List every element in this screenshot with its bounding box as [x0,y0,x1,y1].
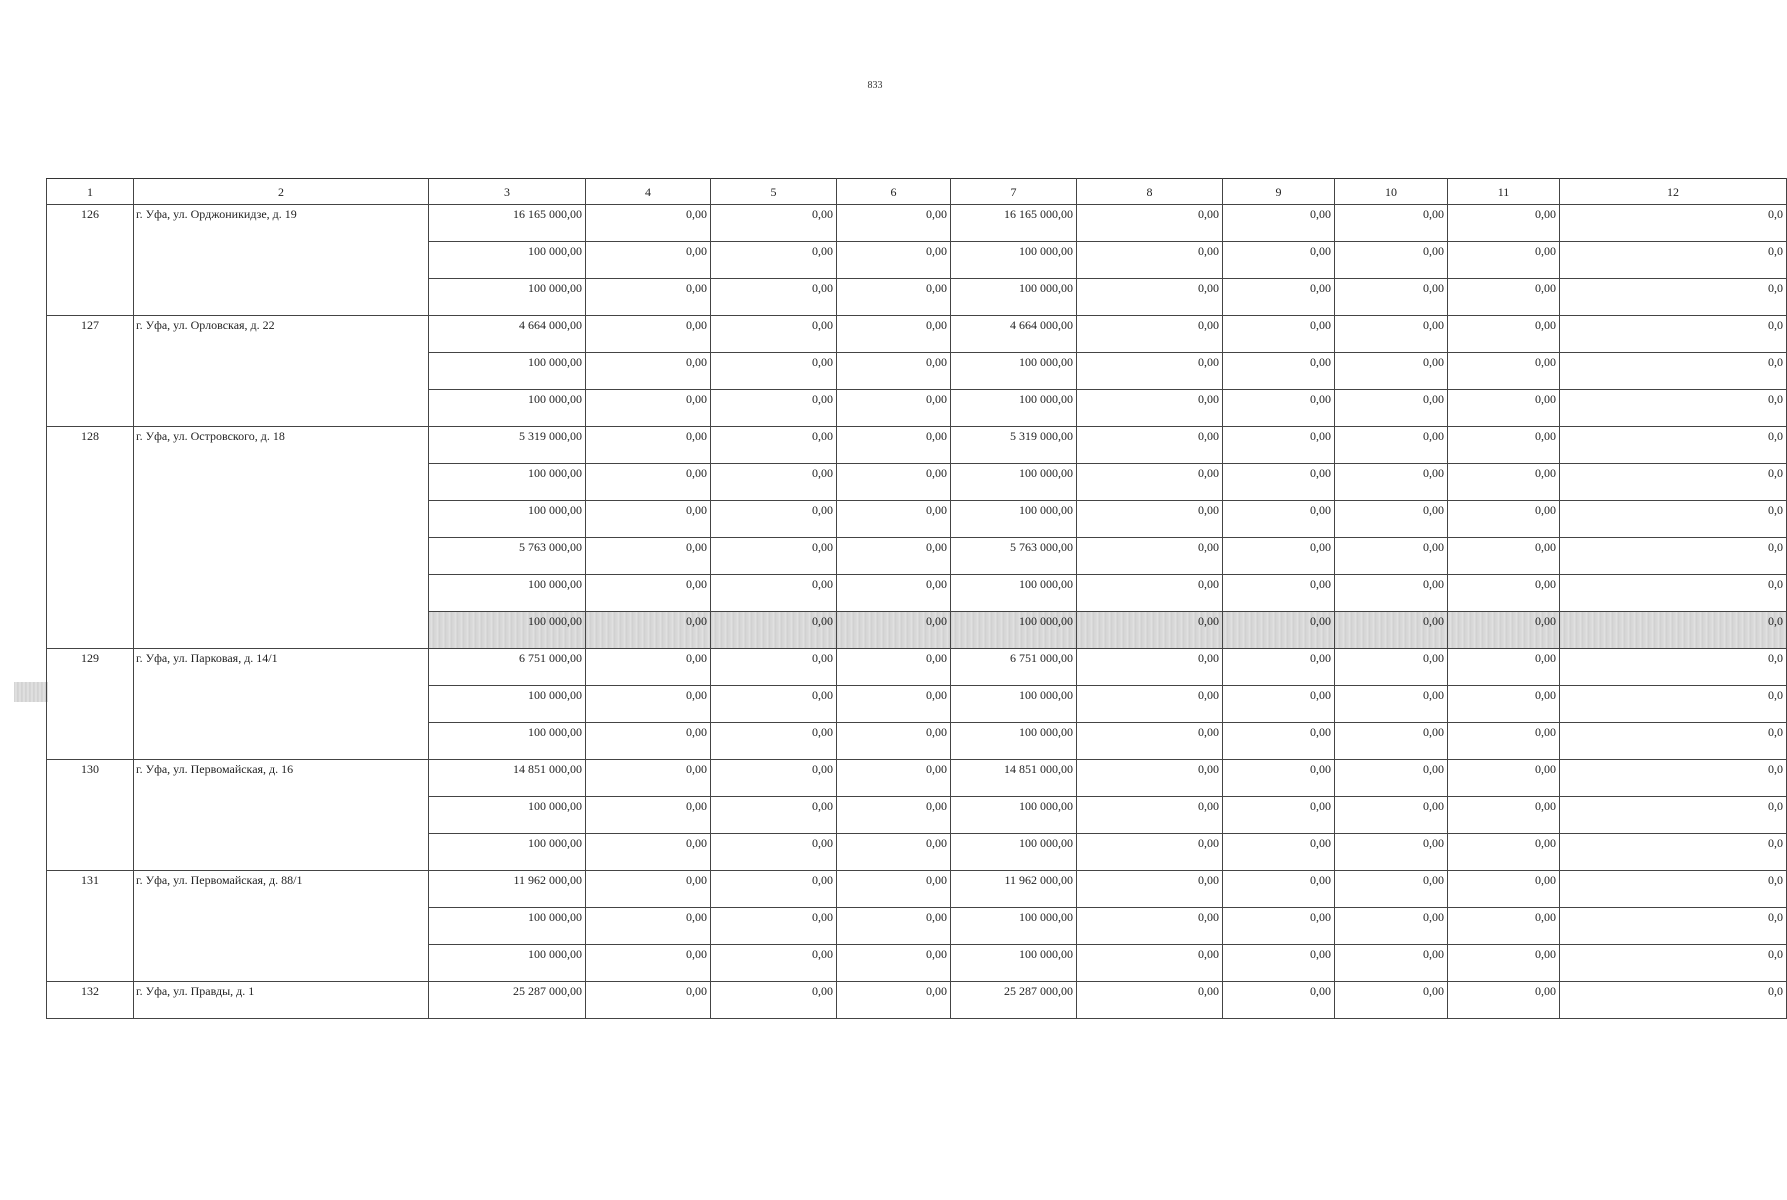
value-cell-col-8: 0,00 [1077,686,1223,723]
value-cell-col-7: 6 751 000,00 [951,649,1077,686]
value-cell-col-8: 0,00 [1077,316,1223,353]
value-cell-col-11: 0,00 [1448,353,1560,390]
value-cell-col-9: 0,00 [1223,390,1335,427]
value-cell-col-10: 0,00 [1335,908,1448,945]
value-cell-col-12: 0,0 [1560,797,1787,834]
value-cell-col-9: 0,00 [1223,723,1335,760]
value-cell-col-11: 0,00 [1448,205,1560,242]
value-cell-col-5: 0,00 [711,760,837,797]
value-cell-col-10: 0,00 [1335,723,1448,760]
value-cell-col-5: 0,00 [711,723,837,760]
value-cell-col-8: 0,00 [1077,279,1223,316]
value-cell-col-4: 0,00 [586,723,711,760]
column-header: 6 [837,179,951,205]
value-cell-col-6: 0,00 [837,834,951,871]
value-cell-col-10: 0,00 [1335,612,1448,649]
value-cell-col-5: 0,00 [711,464,837,501]
value-cell-col-4: 0,00 [586,390,711,427]
value-cell-col-8: 0,00 [1077,871,1223,908]
value-cell-col-8: 0,00 [1077,982,1223,1019]
value-cell-col-6: 0,00 [837,205,951,242]
value-cell-col-10: 0,00 [1335,575,1448,612]
value-cell-col-3: 14 851 000,00 [429,760,586,797]
value-cell-col-12: 0,0 [1560,279,1787,316]
value-cell-col-10: 0,00 [1335,427,1448,464]
value-cell-col-7: 100 000,00 [951,390,1077,427]
value-cell-col-6: 0,00 [837,538,951,575]
column-header: 4 [586,179,711,205]
value-cell-col-3: 5 763 000,00 [429,538,586,575]
value-cell-col-9: 0,00 [1223,427,1335,464]
value-cell-col-6: 0,00 [837,723,951,760]
value-cell-col-7: 100 000,00 [951,279,1077,316]
value-cell-col-6: 0,00 [837,353,951,390]
value-cell-col-9: 0,00 [1223,279,1335,316]
address-cell: г. Уфа, ул. Первомайская, д. 16 [134,760,429,871]
row-index: 132 [47,982,134,1019]
value-cell-col-6: 0,00 [837,501,951,538]
value-cell-col-9: 0,00 [1223,982,1335,1019]
column-header: 7 [951,179,1077,205]
value-cell-col-6: 0,00 [837,982,951,1019]
value-cell-col-12: 0,0 [1560,649,1787,686]
value-cell-col-9: 0,00 [1223,353,1335,390]
value-cell-col-9: 0,00 [1223,834,1335,871]
table-container [46,178,1783,1158]
value-cell-col-5: 0,00 [711,390,837,427]
value-cell-col-9: 0,00 [1223,464,1335,501]
page-number: 833 [867,80,883,91]
value-cell-col-10: 0,00 [1335,242,1448,279]
value-cell-col-12: 0,0 [1560,945,1787,982]
value-cell-col-4: 0,00 [586,834,711,871]
value-cell-col-11: 0,00 [1448,649,1560,686]
value-cell-col-10: 0,00 [1335,390,1448,427]
value-cell-col-3: 100 000,00 [429,834,586,871]
value-cell-col-8: 0,00 [1077,464,1223,501]
column-header: 2 [134,179,429,205]
value-cell-col-3: 100 000,00 [429,797,586,834]
value-cell-col-9: 0,00 [1223,908,1335,945]
value-cell-col-4: 0,00 [586,316,711,353]
value-cell-col-7: 14 851 000,00 [951,760,1077,797]
value-cell-col-3: 100 000,00 [429,945,586,982]
value-cell-col-4: 0,00 [586,945,711,982]
value-cell-col-4: 0,00 [586,575,711,612]
value-cell-col-5: 0,00 [711,797,837,834]
value-cell-col-6: 0,00 [837,316,951,353]
value-cell-col-3: 100 000,00 [429,501,586,538]
value-cell-col-4: 0,00 [586,649,711,686]
value-cell-col-6: 0,00 [837,612,951,649]
value-cell-col-8: 0,00 [1077,242,1223,279]
value-cell-col-6: 0,00 [837,279,951,316]
value-cell-col-5: 0,00 [711,649,837,686]
value-cell-col-7: 11 962 000,00 [951,871,1077,908]
address-cell: г. Уфа, ул. Островского, д. 18 [134,427,429,649]
column-header: 9 [1223,179,1335,205]
value-cell-col-4: 0,00 [586,982,711,1019]
value-cell-col-12: 0,0 [1560,723,1787,760]
value-cell-col-10: 0,00 [1335,834,1448,871]
value-cell-col-5: 0,00 [711,353,837,390]
value-cell-col-12: 0,0 [1560,538,1787,575]
value-cell-col-5: 0,00 [711,871,837,908]
column-header: 8 [1077,179,1223,205]
value-cell-col-4: 0,00 [586,538,711,575]
value-cell-col-7: 100 000,00 [951,945,1077,982]
value-cell-col-4: 0,00 [586,353,711,390]
value-cell-col-6: 0,00 [837,686,951,723]
value-cell-col-12: 0,0 [1560,760,1787,797]
value-cell-col-3: 6 751 000,00 [429,649,586,686]
value-cell-col-12: 0,0 [1560,908,1787,945]
value-cell-col-12: 0,0 [1560,390,1787,427]
value-cell-col-11: 0,00 [1448,723,1560,760]
value-cell-col-7: 100 000,00 [951,501,1077,538]
column-header: 11 [1448,179,1560,205]
value-cell-col-6: 0,00 [837,760,951,797]
value-cell-col-8: 0,00 [1077,501,1223,538]
value-cell-col-5: 0,00 [711,205,837,242]
value-cell-col-7: 4 664 000,00 [951,316,1077,353]
value-cell-col-9: 0,00 [1223,205,1335,242]
value-cell-col-3: 100 000,00 [429,612,586,649]
column-header: 3 [429,179,586,205]
value-cell-col-5: 0,00 [711,242,837,279]
value-cell-col-11: 0,00 [1448,390,1560,427]
value-cell-col-8: 0,00 [1077,908,1223,945]
value-cell-col-12: 0,0 [1560,686,1787,723]
value-cell-col-7: 100 000,00 [951,723,1077,760]
value-cell-col-8: 0,00 [1077,649,1223,686]
value-cell-col-5: 0,00 [711,612,837,649]
value-cell-col-5: 0,00 [711,834,837,871]
value-cell-col-3: 100 000,00 [429,390,586,427]
value-cell-col-10: 0,00 [1335,871,1448,908]
value-cell-col-5: 0,00 [711,316,837,353]
value-cell-col-11: 0,00 [1448,316,1560,353]
value-cell-col-5: 0,00 [711,538,837,575]
value-cell-col-7: 100 000,00 [951,464,1077,501]
value-cell-col-11: 0,00 [1448,538,1560,575]
scan-artifact [14,682,48,702]
value-cell-col-10: 0,00 [1335,686,1448,723]
value-cell-col-8: 0,00 [1077,575,1223,612]
value-cell-col-6: 0,00 [837,242,951,279]
value-cell-col-5: 0,00 [711,427,837,464]
value-cell-col-6: 0,00 [837,575,951,612]
value-cell-col-6: 0,00 [837,945,951,982]
value-cell-col-9: 0,00 [1223,649,1335,686]
value-cell-col-4: 0,00 [586,242,711,279]
value-cell-col-12: 0,0 [1560,612,1787,649]
value-cell-col-11: 0,00 [1448,612,1560,649]
address-cell: г. Уфа, ул. Парковая, д. 14/1 [134,649,429,760]
value-cell-col-11: 0,00 [1448,982,1560,1019]
value-cell-col-9: 0,00 [1223,945,1335,982]
table-row [47,982,1787,1019]
value-cell-col-12: 0,0 [1560,205,1787,242]
value-cell-col-5: 0,00 [711,279,837,316]
value-cell-col-6: 0,00 [837,427,951,464]
value-cell-col-7: 5 319 000,00 [951,427,1077,464]
value-cell-col-12: 0,0 [1560,316,1787,353]
value-cell-col-8: 0,00 [1077,723,1223,760]
value-cell-col-5: 0,00 [711,982,837,1019]
value-cell-col-12: 0,0 [1560,575,1787,612]
value-cell-col-4: 0,00 [586,427,711,464]
value-cell-col-7: 100 000,00 [951,908,1077,945]
value-cell-col-6: 0,00 [837,464,951,501]
value-cell-col-5: 0,00 [711,908,837,945]
value-cell-col-6: 0,00 [837,871,951,908]
address-cell: г. Уфа, ул. Первомайская, д. 88/1 [134,871,429,982]
value-cell-col-7: 100 000,00 [951,575,1077,612]
value-cell-col-4: 0,00 [586,797,711,834]
value-cell-col-6: 0,00 [837,390,951,427]
row-index: 131 [47,871,134,982]
value-cell-col-8: 0,00 [1077,760,1223,797]
value-cell-col-11: 0,00 [1448,427,1560,464]
value-cell-col-7: 100 000,00 [951,242,1077,279]
value-cell-col-12: 0,0 [1560,427,1787,464]
value-cell-col-7: 100 000,00 [951,834,1077,871]
value-cell-col-3: 100 000,00 [429,908,586,945]
value-cell-col-4: 0,00 [586,908,711,945]
value-cell-col-9: 0,00 [1223,575,1335,612]
value-cell-col-10: 0,00 [1335,501,1448,538]
value-cell-col-11: 0,00 [1448,797,1560,834]
column-header: 5 [711,179,837,205]
table-row [47,316,1787,353]
row-index: 129 [47,649,134,760]
value-cell-col-3: 4 664 000,00 [429,316,586,353]
value-cell-col-9: 0,00 [1223,871,1335,908]
value-cell-col-8: 0,00 [1077,390,1223,427]
value-cell-col-11: 0,00 [1448,501,1560,538]
value-cell-col-3: 100 000,00 [429,575,586,612]
value-cell-col-3: 100 000,00 [429,353,586,390]
table-row [47,427,1787,464]
value-cell-col-4: 0,00 [586,612,711,649]
value-cell-col-10: 0,00 [1335,353,1448,390]
value-cell-col-4: 0,00 [586,464,711,501]
value-cell-col-5: 0,00 [711,945,837,982]
value-cell-col-10: 0,00 [1335,760,1448,797]
value-cell-col-9: 0,00 [1223,316,1335,353]
column-header: 12 [1560,179,1787,205]
value-cell-col-11: 0,00 [1448,760,1560,797]
row-index: 126 [47,205,134,316]
table-row [47,205,1787,242]
value-cell-col-8: 0,00 [1077,205,1223,242]
table-row [47,760,1787,797]
value-cell-col-10: 0,00 [1335,945,1448,982]
data-table [46,178,1787,1019]
value-cell-col-9: 0,00 [1223,797,1335,834]
value-cell-col-7: 100 000,00 [951,686,1077,723]
value-cell-col-9: 0,00 [1223,612,1335,649]
value-cell-col-12: 0,0 [1560,353,1787,390]
row-index: 128 [47,427,134,649]
value-cell-col-11: 0,00 [1448,834,1560,871]
column-header: 10 [1335,179,1448,205]
value-cell-col-4: 0,00 [586,871,711,908]
value-cell-col-10: 0,00 [1335,797,1448,834]
value-cell-col-12: 0,0 [1560,242,1787,279]
value-cell-col-5: 0,00 [711,575,837,612]
value-cell-col-11: 0,00 [1448,242,1560,279]
value-cell-col-9: 0,00 [1223,501,1335,538]
value-cell-col-5: 0,00 [711,686,837,723]
value-cell-col-8: 0,00 [1077,538,1223,575]
value-cell-col-8: 0,00 [1077,834,1223,871]
value-cell-col-7: 100 000,00 [951,612,1077,649]
value-cell-col-7: 100 000,00 [951,353,1077,390]
value-cell-col-11: 0,00 [1448,575,1560,612]
value-cell-col-5: 0,00 [711,501,837,538]
value-cell-col-4: 0,00 [586,501,711,538]
value-cell-col-12: 0,0 [1560,834,1787,871]
value-cell-col-11: 0,00 [1448,871,1560,908]
value-cell-col-3: 11 962 000,00 [429,871,586,908]
value-cell-col-6: 0,00 [837,649,951,686]
address-cell: г. Уфа, ул. Орловская, д. 22 [134,316,429,427]
value-cell-col-12: 0,0 [1560,871,1787,908]
header-row [47,179,1787,205]
row-index: 127 [47,316,134,427]
value-cell-col-4: 0,00 [586,205,711,242]
table-row [47,871,1787,908]
value-cell-col-6: 0,00 [837,908,951,945]
value-cell-col-11: 0,00 [1448,908,1560,945]
value-cell-col-8: 0,00 [1077,612,1223,649]
value-cell-col-11: 0,00 [1448,686,1560,723]
value-cell-col-12: 0,0 [1560,982,1787,1019]
value-cell-col-9: 0,00 [1223,760,1335,797]
value-cell-col-8: 0,00 [1077,427,1223,464]
value-cell-col-4: 0,00 [586,686,711,723]
value-cell-col-10: 0,00 [1335,205,1448,242]
value-cell-col-4: 0,00 [586,760,711,797]
value-cell-col-10: 0,00 [1335,982,1448,1019]
value-cell-col-11: 0,00 [1448,279,1560,316]
value-cell-col-3: 100 000,00 [429,464,586,501]
value-cell-col-10: 0,00 [1335,279,1448,316]
value-cell-col-10: 0,00 [1335,316,1448,353]
value-cell-col-11: 0,00 [1448,464,1560,501]
value-cell-col-12: 0,0 [1560,501,1787,538]
value-cell-col-3: 100 000,00 [429,686,586,723]
value-cell-col-3: 100 000,00 [429,279,586,316]
value-cell-col-9: 0,00 [1223,538,1335,575]
value-cell-col-9: 0,00 [1223,242,1335,279]
value-cell-col-7: 16 165 000,00 [951,205,1077,242]
value-cell-col-8: 0,00 [1077,353,1223,390]
address-cell: г. Уфа, ул. Орджоникидзе, д. 19 [134,205,429,316]
value-cell-col-11: 0,00 [1448,945,1560,982]
value-cell-col-3: 16 165 000,00 [429,205,586,242]
value-cell-col-3: 5 319 000,00 [429,427,586,464]
value-cell-col-8: 0,00 [1077,945,1223,982]
value-cell-col-3: 100 000,00 [429,242,586,279]
column-header: 1 [47,179,134,205]
value-cell-col-10: 0,00 [1335,464,1448,501]
value-cell-col-10: 0,00 [1335,538,1448,575]
value-cell-col-6: 0,00 [837,797,951,834]
address-cell: г. Уфа, ул. Правды, д. 1 [134,982,429,1019]
value-cell-col-12: 0,0 [1560,464,1787,501]
value-cell-col-7: 25 287 000,00 [951,982,1077,1019]
value-cell-col-4: 0,00 [586,279,711,316]
table-row [47,649,1787,686]
row-index: 130 [47,760,134,871]
value-cell-col-10: 0,00 [1335,649,1448,686]
value-cell-col-9: 0,00 [1223,686,1335,723]
value-cell-col-8: 0,00 [1077,797,1223,834]
value-cell-col-3: 25 287 000,00 [429,982,586,1019]
value-cell-col-7: 5 763 000,00 [951,538,1077,575]
value-cell-col-3: 100 000,00 [429,723,586,760]
value-cell-col-7: 100 000,00 [951,797,1077,834]
